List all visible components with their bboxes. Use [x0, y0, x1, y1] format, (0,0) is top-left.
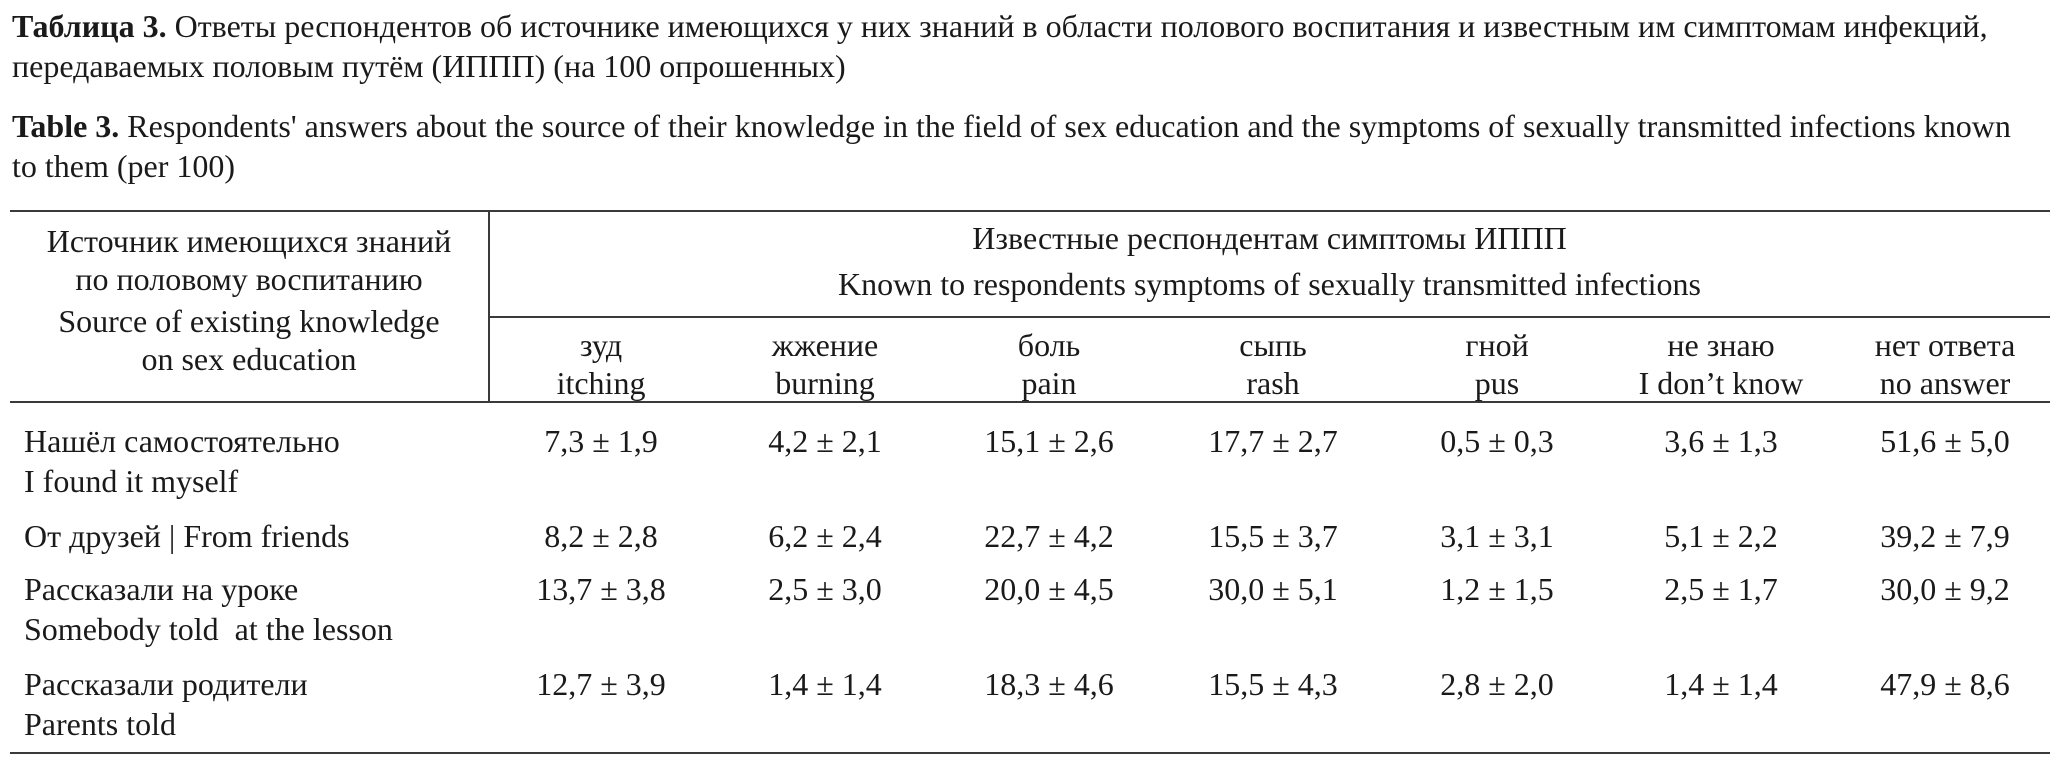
column-header-burning [713, 326, 937, 402]
table-cell: 7,3 ± 1,9 [544, 423, 658, 459]
row-label [24, 421, 340, 501]
table-caption-ru [12, 6, 2042, 86]
source-header-en-2: on sex education [141, 341, 357, 377]
source-header-ru-2: по половому воспитанию [75, 261, 423, 297]
table-cell: 47,9 ± 8,6 [1880, 666, 2010, 702]
row-label-en: Somebody told at the lesson [24, 611, 393, 647]
symptoms-header-en: Known to respondents symptoms of sexually transmitted infections [838, 266, 1701, 302]
caption-text-en: Respondents' answers about the source of their knowledge in the field of sex education and the symptoms of sexually transmitted infections known to them (per 100) [12, 108, 2011, 184]
column-header-ru: боль [1017, 327, 1081, 363]
table-cell: 5,1 ± 2,2 [1664, 518, 1778, 554]
caption-label-en: Table 3. [12, 108, 120, 144]
column-header-en: I don’t know [1638, 365, 1804, 401]
table-cell: 39,2 ± 7,9 [1880, 518, 2010, 554]
table-top-rule [10, 210, 2050, 212]
row-label-combined: От друзей | From friends [24, 518, 350, 554]
column-header-dont-know [1609, 326, 1833, 402]
column-header-en: burning [775, 365, 875, 401]
table-cell: 30,0 ± 5,1 [1208, 571, 1338, 607]
row-label-en: I found it myself [24, 463, 239, 499]
table-cell: 2,5 ± 1,7 [1664, 571, 1778, 607]
column-header-ru: зуд [579, 327, 623, 363]
source-header-en-1: Source of existing knowledge [58, 303, 440, 339]
column-header-ru: жжение [771, 327, 879, 363]
table-cell: 1,2 ± 1,5 [1440, 571, 1554, 607]
table-cell: 51,6 ± 5,0 [1880, 423, 2010, 459]
header-sub-rule [489, 316, 2050, 318]
table-cell: 30,0 ± 9,2 [1880, 571, 2010, 607]
column-header-pus [1385, 326, 1609, 402]
table-caption-en [12, 106, 2042, 186]
row-label-ru: Рассказали родители [24, 666, 308, 702]
row-label [24, 516, 350, 556]
table-cell: 6,2 ± 2,4 [768, 518, 882, 554]
table-cell: 13,7 ± 3,8 [536, 571, 666, 607]
caption-label-ru: Таблица 3. [12, 8, 167, 44]
table-cell: 20,0 ± 4,5 [984, 571, 1114, 607]
source-header-ru-1: Источник имеющихся знаний [46, 223, 452, 259]
table-cell: 8,2 ± 2,8 [544, 518, 658, 554]
caption-text-ru: Ответы респондентов об источнике имеющихся у них знаний в области полового воспитания и известным им симптомам инфекций, передаваемых половым путём (ИППП) (на 100 опрошенных) [12, 8, 1988, 84]
table-cell: 1,4 ± 1,4 [768, 666, 882, 702]
row-label-ru: Рассказали на уроке [24, 571, 299, 607]
column-header-ru: нет ответа [1874, 327, 2016, 363]
table-bottom-rule [10, 752, 2050, 754]
column-header-itching [489, 326, 713, 402]
table-cell: 15,5 ± 3,7 [1208, 518, 1338, 554]
column-header-en: itching [556, 365, 646, 401]
table-cell: 3,6 ± 1,3 [1664, 423, 1778, 459]
table-cell: 4,2 ± 2,1 [768, 423, 882, 459]
column-header-ru: не знаю [1667, 327, 1775, 363]
symptoms-header [489, 218, 2050, 304]
table-cell: 15,1 ± 2,6 [984, 423, 1114, 459]
column-header-ru: гной [1465, 327, 1529, 363]
row-label [24, 569, 393, 649]
column-header-rash [1161, 326, 1385, 402]
symptoms-header-ru: Известные респондентам симптомы ИППП [972, 220, 1567, 256]
table-cell: 17,7 ± 2,7 [1208, 423, 1338, 459]
column-header-en: rash [1246, 365, 1300, 401]
column-header-pain [937, 326, 1161, 402]
table-cell: 18,3 ± 4,6 [984, 666, 1114, 702]
source-column-header [10, 222, 488, 378]
table-cell: 2,8 ± 2,0 [1440, 666, 1554, 702]
table-cell: 12,7 ± 3,9 [536, 666, 666, 702]
row-label-en: Parents told [24, 706, 176, 742]
table-cell: 22,7 ± 4,2 [984, 518, 1114, 554]
table-cell: 15,5 ± 4,3 [1208, 666, 1338, 702]
column-header-en: pain [1021, 365, 1077, 401]
column-header-en: no answer [1879, 365, 2011, 401]
table-cell: 3,1 ± 3,1 [1440, 518, 1554, 554]
column-header-no-answer [1833, 326, 2057, 402]
row-label-ru: Нашёл самостоятельно [24, 423, 340, 459]
table-cell: 0,5 ± 0,3 [1440, 423, 1554, 459]
table-cell: 2,5 ± 3,0 [768, 571, 882, 607]
table-cell: 1,4 ± 1,4 [1664, 666, 1778, 702]
column-header-ru: сыпь [1239, 327, 1307, 363]
column-header-en: pus [1474, 365, 1520, 401]
row-label [24, 664, 308, 744]
